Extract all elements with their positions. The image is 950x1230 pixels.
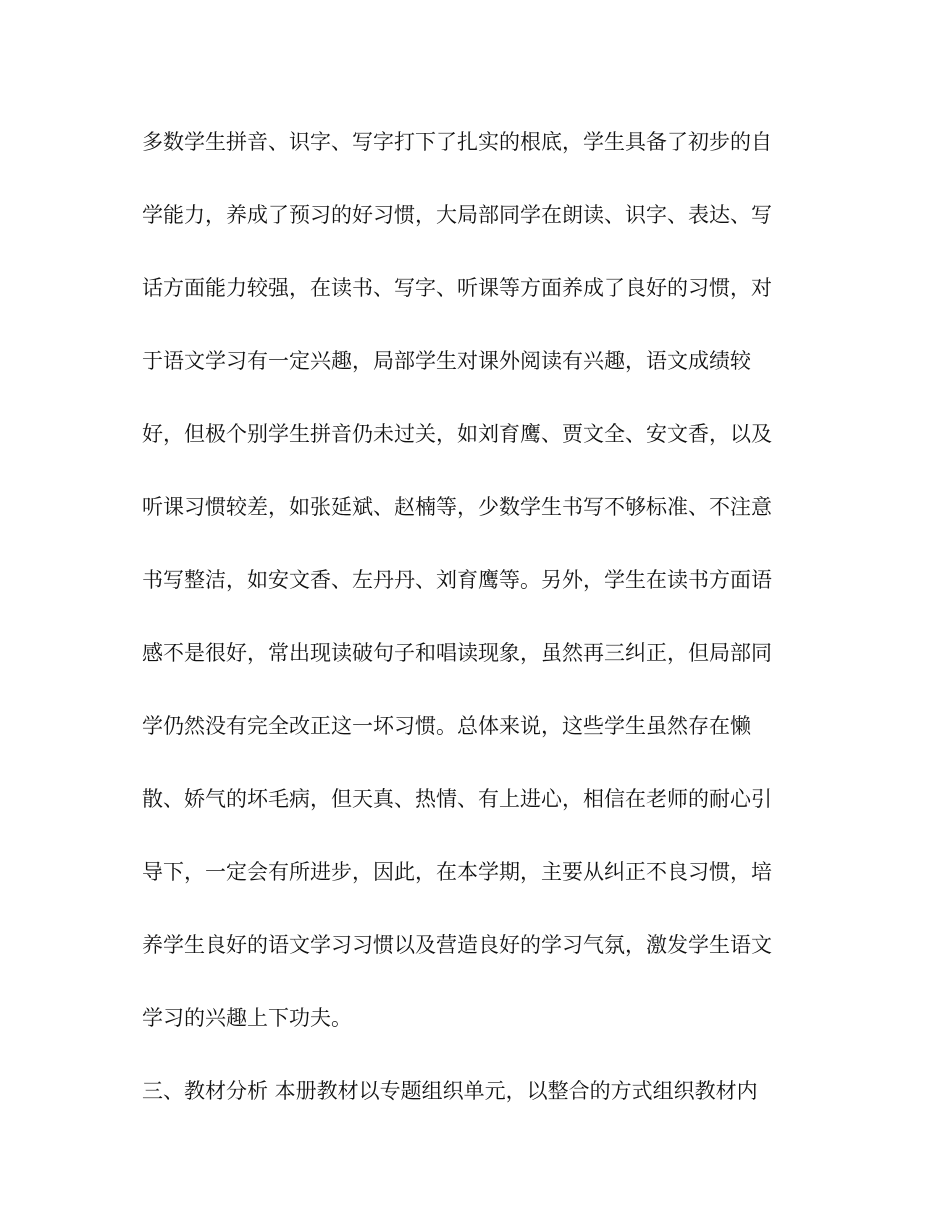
text-line: 话方面能力较强，在读书、写字、听课等方面养成了良好的习惯，对 bbox=[142, 276, 772, 300]
text-line: 于语文学习有一定兴趣，局部学生对课外阅读有兴趣，语文成绩较 bbox=[142, 349, 751, 373]
text-line: 书写整洁，如安文香、左丹丹、刘育鹰等。另外，学生在读书方面语 bbox=[142, 568, 772, 592]
text-line: 多数学生拼音、识字、写字打下了扎实的根底，学生具备了初步的自 bbox=[142, 130, 772, 154]
body-text bbox=[142, 118, 802, 1140]
text-line: 学能力，养成了预习的好习惯，大局部同学在朗读、识字、表达、写 bbox=[142, 203, 772, 227]
text-line: 学仍然没有完全改正这一坏习惯。总体来说，这些学生虽然存在懒 bbox=[142, 714, 751, 738]
text-line: 感不是很好，常出现读破句子和唱读现象，虽然再三纠正，但局部同 bbox=[142, 641, 772, 665]
text-line: 散、娇气的坏毛病，但天真、热情、有上进心，相信在老师的耐心引 bbox=[142, 787, 772, 811]
text-line: 好，但极个别学生拼音仍未过关，如刘育鹰、贾文全、安文香，以及 bbox=[142, 422, 772, 446]
text-line: 学习的兴趣上下功夫。 bbox=[142, 1006, 352, 1030]
section-heading-line: 三、教材分析 本册教材以专题组织单元，以整合的方式组织教材内 bbox=[142, 1079, 758, 1103]
text-line: 导下，一定会有所进步，因此，在本学期，主要从纠正不良习惯，培 bbox=[142, 860, 772, 884]
text-line: 听课习惯较差，如张延斌、赵楠等，少数学生书写不够标准、不注意 bbox=[142, 495, 772, 519]
text-line: 养学生良好的语文学习习惯以及营造良好的学习气氛，激发学生语文 bbox=[142, 933, 772, 957]
